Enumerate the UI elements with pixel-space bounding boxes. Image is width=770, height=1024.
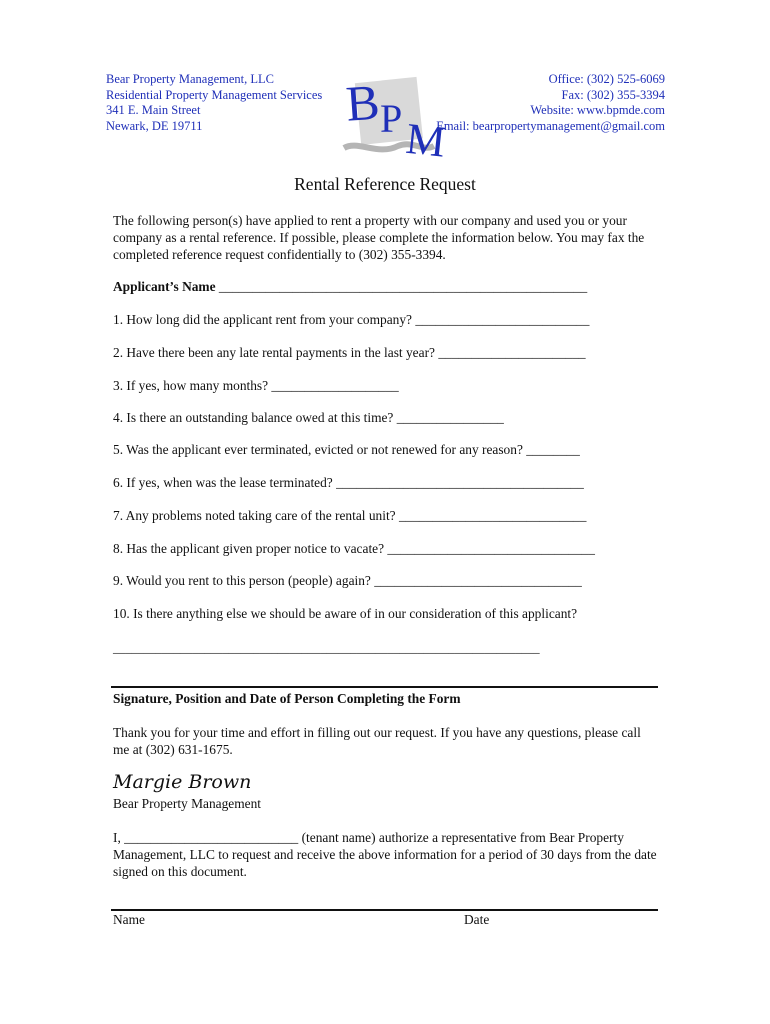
website-link[interactable]: Website: www.bpmde.com xyxy=(530,103,665,117)
question-7[interactable]: 7. Any problems noted taking care of the rental unit? ____________________________ xyxy=(113,508,587,523)
question-10: 10. Is there anything else we should be aware of in our consideration of this applicant? xyxy=(113,606,578,621)
company-street: 341 E. Main Street xyxy=(106,103,201,117)
intro-paragraph: The following person(s) have applied to rent a property with our company and used you or your company as a rental reference. If possible, please complete the information below. You may fax the completed reference request confidentially to (302) 355-3394. xyxy=(113,213,645,262)
signature-heading: Signature, Position and Date of Person Completing the Form xyxy=(113,691,461,706)
applicant-name-label: Applicant’s Name xyxy=(113,279,216,294)
question-5[interactable]: 5. Was the applicant ever terminated, evicted or not renewed for any reason? ________ xyxy=(113,442,580,457)
office-phone: Office: (302) 525-6069 xyxy=(548,72,665,86)
logo-letter-p: P xyxy=(380,96,403,141)
question-8[interactable]: 8. Has the applicant given proper notice to vacate? _______________________________ xyxy=(113,541,595,556)
name-label: Name xyxy=(113,912,145,927)
handwritten-signature: Margie Brown xyxy=(113,771,252,793)
company-city: Newark, DE 19711 xyxy=(106,118,203,133)
logo-letter-m: M xyxy=(403,113,448,167)
email-link[interactable]: Email: bearpropertymanagement@gmail.com xyxy=(436,118,665,133)
signer-company: Bear Property Management xyxy=(113,796,261,811)
name-date-signature-line[interactable] xyxy=(111,909,658,911)
thank-you-paragraph: Thank you for your time and effort in filling out our request. If you have any questions, please call me at (302) 631-1675. xyxy=(113,725,641,757)
fax-number: Fax: (302) 355-3394 xyxy=(561,87,665,102)
company-address-block xyxy=(106,72,322,134)
applicant-name-field[interactable] xyxy=(113,279,587,295)
question-4[interactable]: 4. Is there an outstanding balance owed at this time? ________________ xyxy=(113,410,504,425)
question-3[interactable]: 3. If yes, how many months? ___________________ xyxy=(113,378,399,393)
bpm-logo xyxy=(338,62,448,167)
authorization-paragraph[interactable]: I, __________________________ (tenant name) authorize a representative from Bear Property Management, LLC to request and receive the above information for a period of 30 days from the date signed on this document. xyxy=(113,830,657,879)
date-label: Date xyxy=(464,912,490,927)
company-name: Bear Property Management, LLC xyxy=(106,72,275,86)
signature-section-divider xyxy=(111,686,658,688)
question-9[interactable]: 9. Would you rent to this person (people) again? _______________________________ xyxy=(113,573,582,588)
question-10-answer-blank[interactable]: ______________________________________________________________________ xyxy=(113,641,540,655)
applicant-name-blank[interactable]: _______________________________________________________ xyxy=(218,279,588,294)
company-tagline: Residential Property Management Services xyxy=(106,87,323,102)
question-6[interactable]: 6. If yes, when was the lease terminated? _____________________________________ xyxy=(113,475,584,490)
form-title: Rental Reference Request xyxy=(294,174,476,194)
question-2[interactable]: 2. Have there been any late rental payments in the last year? ______________________ xyxy=(113,345,586,360)
logo-letter-b: B xyxy=(344,73,382,132)
company-contact-block xyxy=(436,72,665,134)
question-1[interactable]: 1. How long did the applicant rent from your company? __________________________ xyxy=(113,312,590,327)
